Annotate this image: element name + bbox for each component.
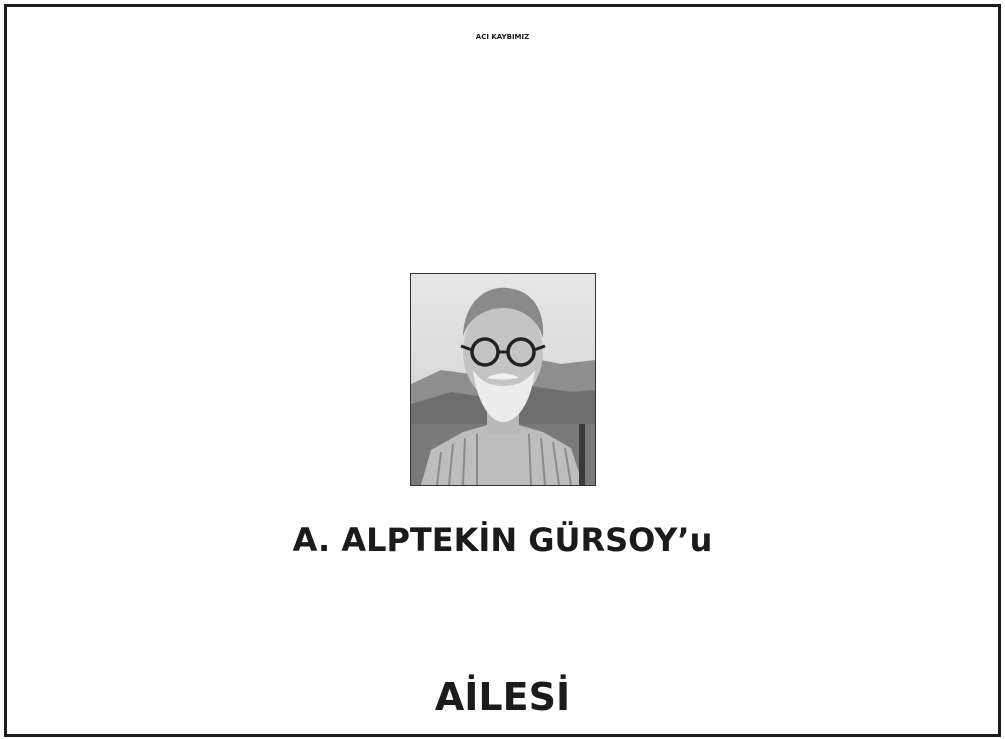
family-line — [0, 204, 1005, 233]
info-line-2 — [0, 606, 1005, 635]
headline: ACI KAYBIMIZ — [475, 33, 530, 41]
family-lines — [0, 60, 1005, 262]
portrait-illustration — [411, 274, 595, 485]
family-line — [0, 60, 1005, 89]
family-line — [0, 146, 1005, 175]
family-line — [0, 118, 1005, 147]
signature: AİLESİ — [434, 675, 571, 719]
family-line — [0, 175, 1005, 204]
family-line — [0, 233, 1005, 262]
funeral-info — [0, 577, 1005, 664]
info-line-1 — [0, 577, 1005, 606]
info-line-3 — [0, 635, 1005, 664]
family-line — [0, 89, 1005, 118]
portrait-photo — [410, 273, 596, 486]
deceased-name: A. ALPTEKİN GÜRSOY’u — [292, 521, 713, 559]
